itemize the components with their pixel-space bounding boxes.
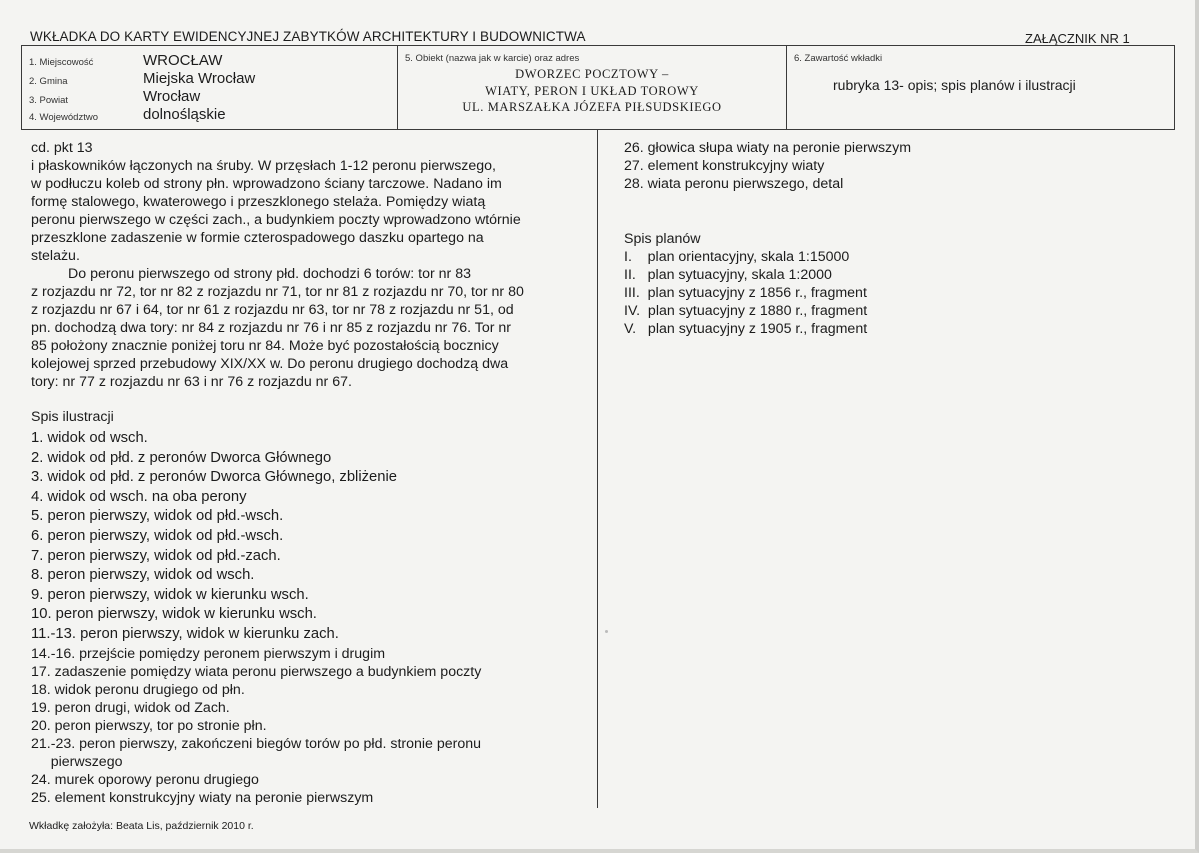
object-name-line: WIATY, PERON I UKŁAD TOROWY xyxy=(485,84,699,98)
text-line: formę stalowego, kwaterowego i przeszklonego stelaża. Pomiędzy wiatą xyxy=(31,194,486,210)
list-item: 1. widok od wsch. xyxy=(31,430,148,446)
list-item: 21.-23. peron pierwszy, zakończeni biegów torów po płd. stronie peronu xyxy=(31,735,482,752)
list-item: 19. peron drugi, widok od Zach. xyxy=(31,699,230,716)
text-line: z rozjazdu nr 72, tor nr 82 z rozjazdu nr 71, tor nr 81 z rozjazdu nr 70, tor nr 80 xyxy=(31,284,524,300)
gmina-label: 2. Gmina xyxy=(29,76,68,87)
list-item: 7. peron pierwszy, widok od płd.-zach. xyxy=(31,547,281,564)
list-item: 25. element konstrukcyjny wiaty na peronie pierwszym xyxy=(31,789,374,806)
list-item: 24. murek oporowy peronu drugiego xyxy=(31,771,259,788)
description-paragraph xyxy=(31,157,574,265)
list-item: 2. widok od płd. z peronów Dworca Głównego xyxy=(31,449,332,466)
object-label: 5. Obiekt (nazwa jak w karcie) oraz adres xyxy=(405,53,580,64)
list-item: 27. element konstrukcyjny wiaty xyxy=(624,158,825,174)
continuation-note: cd. pkt 13 xyxy=(31,140,93,156)
text-line: i płaskowników łączonych na śruby. W przęsłach 1-12 peronu pierwszego, xyxy=(31,158,496,174)
text-line: peronu pierwszego w części zach., a budynkiem poczty wprowadzono wtórnie xyxy=(31,212,521,228)
plans-list xyxy=(624,248,1164,338)
plans-title: Spis planów xyxy=(624,231,701,247)
illustrations-list xyxy=(31,429,574,645)
list-item: 11.-13. peron pierwszy, widok w kierunku zach. xyxy=(31,625,339,642)
left-column xyxy=(31,139,574,807)
text-line: przeszklone zadaszenie w formie czterospadowego daszku opartego na xyxy=(31,230,484,246)
list-item: pierwszego xyxy=(31,753,123,770)
list-item: 10. peron pierwszy, widok w kierunku wsch. xyxy=(31,606,317,623)
object-address: UL. MARSZAŁKA JÓZEFA PIŁSUDSKIEGO xyxy=(462,100,722,114)
list-item: 8. peron pierwszy, widok od wsch. xyxy=(31,567,255,584)
powiat-label: 3. Powiat xyxy=(29,95,69,106)
text-line: tory: nr 77 z rozjazdu nr 63 i nr 76 z rozjazdu nr 67. xyxy=(31,374,352,390)
list-item: V. plan sytuacyjny z 1905 r., fragment xyxy=(624,321,868,337)
text-line: z rozjazdu nr 67 i 64, tor nr 61 z rozjazdu nr 63, tor nr 78 z rozjazdu nr 51, od xyxy=(31,302,514,318)
paper-speck xyxy=(605,630,608,633)
list-item: I. plan orientacyjny, skala 1:15000 xyxy=(624,249,850,265)
illustrations-title: Spis ilustracji xyxy=(31,409,114,425)
list-item: 18. widok peronu drugiego od płn. xyxy=(31,681,245,698)
illustrations-list xyxy=(31,645,574,807)
text-line: w podłuczu koleb od strony płn. wprowadzono ściany tarczowe. Nadano im xyxy=(31,176,502,192)
list-item: 26. głowica słupa wiaty na peronie pierwszym xyxy=(624,140,912,156)
list-item: IV. plan sytuacyjny z 1880 r., fragment xyxy=(624,303,868,319)
list-item: 17. zadaszenie pomiędzy wiata peronu pierwszego a budynkiem poczty xyxy=(31,663,482,680)
list-item: 14.-16. przejście pomiędzy peronem pierwszym i drugim xyxy=(31,645,386,662)
list-item: 6. peron pierwszy, widok od płd.-wsch. xyxy=(31,527,284,544)
grid-divider xyxy=(786,45,787,130)
contents-value: rubryka 13- opis; spis planów i ilustracji xyxy=(833,77,1076,93)
gmina-value: Miejska Wrocław xyxy=(143,70,256,87)
attachment-number: ZAŁĄCZNIK NR 1 xyxy=(1025,31,1130,46)
text-line: Do peronu pierwszego od strony płd. dochodzi 6 torów: tor nr 83 xyxy=(68,266,471,282)
list-item: 4. widok od wsch. na oba perony xyxy=(31,488,247,505)
miejscowosc-value: WROCŁAW xyxy=(143,52,223,69)
list-item: 5. peron pierwszy, widok od płd.-wsch. xyxy=(31,508,284,525)
list-item: 9. peron pierwszy, widok w kierunku wsch. xyxy=(31,586,309,603)
text-line: stelażu. xyxy=(31,248,80,264)
text-line: 85 położony znacznie poniżej toru nr 84. Może być pozostałością bocznicy xyxy=(31,338,499,354)
wojewodztwo-value: dolnośląskie xyxy=(143,106,226,123)
document-title: WKŁADKA DO KARTY EWIDENCYJNEJ ZABYTKÓW ARCHITEKTURY I BUDOWNICTWA xyxy=(30,29,586,44)
list-item: 20. peron pierwszy, tor po stronie płn. xyxy=(31,717,267,734)
miejscowosc-label: 1. Miejscowość xyxy=(29,57,94,68)
contents-label: 6. Zawartość wkładki xyxy=(794,53,883,64)
column-divider xyxy=(597,130,598,808)
list-item: 3. widok od płd. z peronów Dworca Głównego, zbliżenie xyxy=(31,469,398,486)
list-item: II. plan sytuacyjny, skala 1:2000 xyxy=(624,267,832,283)
text-line: pn. dochodzą dwa tory: nr 84 z rozjazdu nr 76 i nr 85 z rozjazdu nr 76. Tor nr xyxy=(31,320,512,336)
description-paragraph xyxy=(31,265,574,391)
text-line: kolejowej sprzed przebudowy XIX/XX w. Do peronu drugiego dochodzą dwa xyxy=(31,356,509,372)
object-name-line: DWORZEC POCZTOWY – xyxy=(515,67,669,81)
wojewodztwo-label: 4. Województwo xyxy=(29,112,98,123)
list-item: 28. wiata peronu pierwszego, detal xyxy=(624,176,844,192)
powiat-value: Wrocław xyxy=(143,88,201,105)
list-item: III. plan sytuacyjny z 1856 r., fragment xyxy=(624,285,867,301)
right-column xyxy=(624,139,1164,338)
author-footer: Wkładkę założyła: Beata Lis, październik 2010 r. xyxy=(29,820,254,832)
illustrations-list-continued xyxy=(624,139,1164,193)
